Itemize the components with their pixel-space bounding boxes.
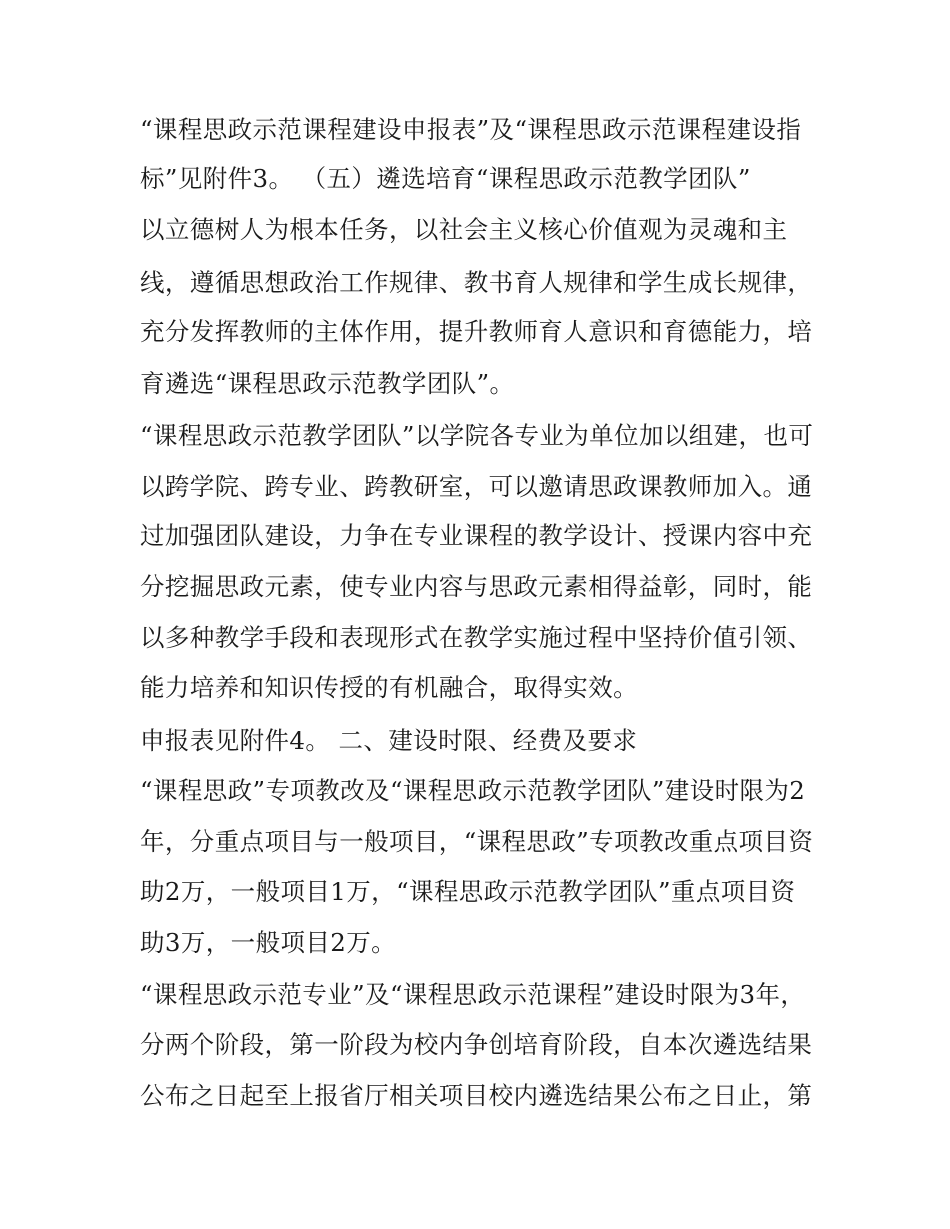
text-line: “课程思政示范教学团队”以学院各专业为单位加以组建，也可 (140, 421, 814, 450)
text-line: “课程思政示范专业”及“课程思政示范课程”建设时限为3年， (140, 980, 806, 1009)
text-line: 公布之日起至上报省厅相关项目校内遴选结果公布之日止，第 (140, 1081, 813, 1110)
text-line: 以多种教学手段和表现形式在教学实施过程中坚持价值引领、 (140, 623, 813, 652)
text-line: 育遴选“课程思政示范教学团队”。 (140, 369, 515, 398)
text-line: 能力培养和知识传授的有机融合，取得实效。 (140, 673, 638, 702)
text-line: 分挖掘思政元素，使专业内容与思政元素相得益彰，同时，能 (140, 572, 813, 601)
text-line: 年，分重点项目与一般项目，“课程思政”专项教改重点项目资 (140, 827, 814, 856)
text-line: “课程思政”专项教改及“课程思政示范教学团队”建设时限为2 (140, 776, 806, 805)
text-line: 标”见附件3。 （五）遴选培育“课程思政示范教学团队” (140, 164, 751, 193)
text-line: 过加强团队建设，力争在专业课程的教学设计、授课内容中充 (140, 521, 813, 550)
text-line: 充分发挥教师的主体作用，提升教师育人意识和育德能力，培 (140, 317, 813, 346)
text-line: 分两个阶段，第一阶段为校内争创培育阶段，自本次遴选结果 (140, 1030, 813, 1059)
text-line: 助2万，一般项目1万，“课程思政示范教学团队”重点项目资 (140, 877, 796, 906)
text-line: 助3万，一般项目2万。 (140, 928, 397, 957)
text-line: “课程思政示范课程建设申报表”及“课程思政示范课程建设指 (140, 115, 802, 144)
text-line: 申报表见附件4。 二、建设时限、经费及要求 (140, 726, 638, 755)
text-line: 以立德树人为根本任务，以社会主义核心价值观为灵魂和主 (140, 215, 788, 244)
text-line: 线，遵循思想政治工作规律、教书育人规律和学生成长规律， (140, 268, 813, 297)
text-line: 以跨学院、跨专业、跨教研室，可以邀请思政课教师加入。通 (140, 472, 813, 501)
